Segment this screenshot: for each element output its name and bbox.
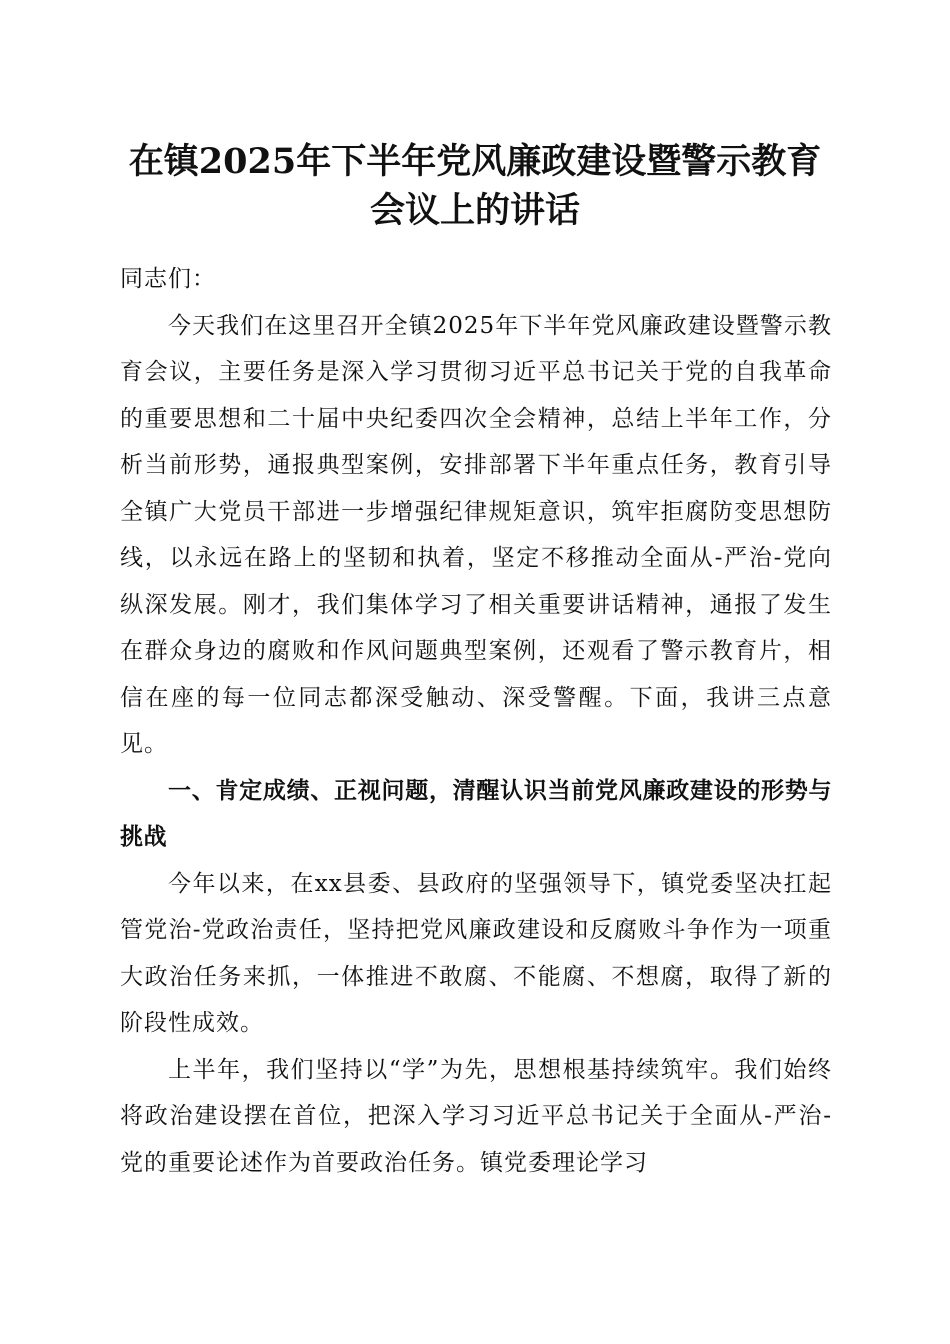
section-heading-1: 一、肯定成绩、正视问题，清醒认识当前党风廉政建设的形势与挑战 xyxy=(120,777,832,850)
document-body xyxy=(120,256,832,1186)
paragraph-intro: 今天我们在这里召开全镇2025年下半年党风廉政建设暨警示教育会议，主要任务是深入学习贯彻习近平总书记关于党的自我革命的重要思想和二十届中央纪委四次全会精神，总结上半年工作，分析当前形势，通报典型案例，安排部署下半年重点任务，教育引导全镇广大党员干部进一步增强纪律规矩意识，筑牢拒腐防变思想防线，以永远在路上的坚韧和执着，坚定不移推动全面从-严治-党向纵深发展。刚才，我们集体学习了相关重要讲话精神，通报了发生在群众身边的腐败和作风问题典型案例，还观看了警示教育片，相信在座的每一位同志都深受触动、深受警醒。下面，我讲三点意见。 xyxy=(120,312,832,757)
salutation: 同志们： xyxy=(120,266,216,292)
document-title-line-2: 会议上的讲话 xyxy=(369,190,580,231)
paragraph-3: 上半年，我们坚持以“学”为先，思想根基持续筑牢。我们始终将政治建设摆在首位，把深入学习习近平总书记关于全面从-严治-党的重要论述作为首要政治任务。镇党委理论学习 xyxy=(120,1056,832,1176)
document-title-line-1: 在镇2025年下半年党风廉政建设暨警示教育 xyxy=(128,141,822,182)
paragraph-2: 今年以来，在xx县委、县政府的坚强领导下，镇党委坚决扛起管党治-党政治责任，坚持把党风廉政建设和反腐败斗争作为一项重大政治任务来抓，一体推进不敢腐、不能腐、不想腐，取得了新的阶段性成效。 xyxy=(120,870,832,1036)
